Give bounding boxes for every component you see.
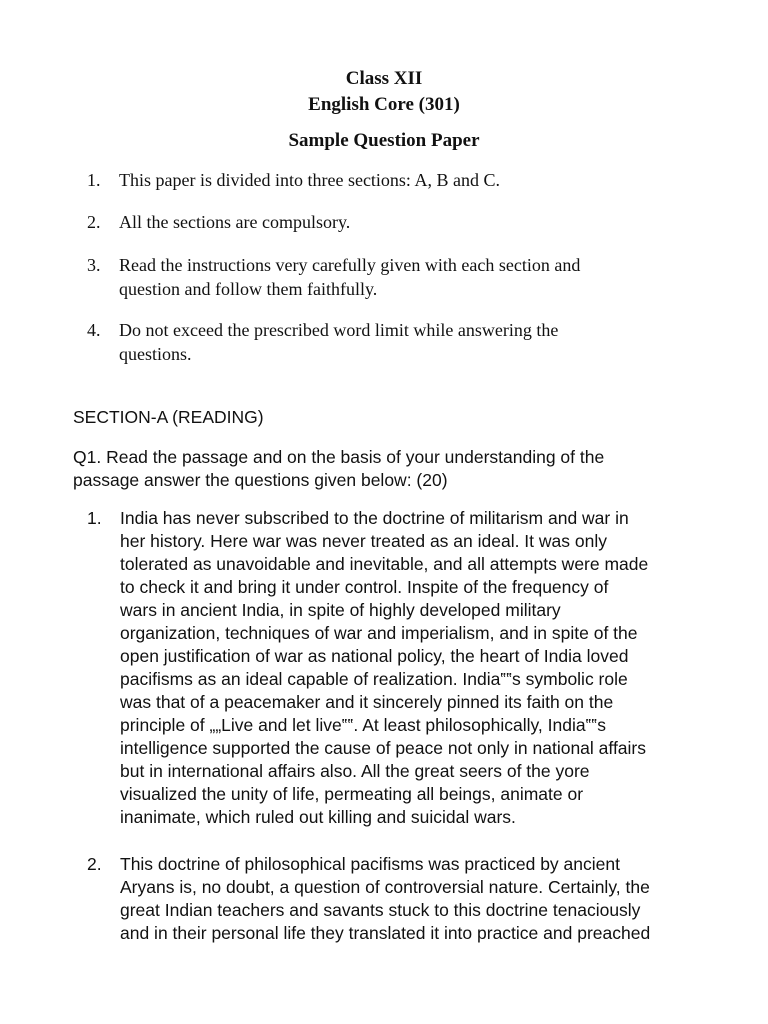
question-line: Q1. Read the passage and on the basis of your understanding of the (73, 447, 605, 467)
passage-line: wars in ancient India, in spite of highly developed military (120, 600, 561, 620)
passage-line: her history. Here war was never treated as an ideal. It was only (120, 531, 607, 551)
instruction-text: question and follow them faithfully. (119, 279, 378, 299)
passage-line: but in international affairs also. All the great seers of the yore (120, 761, 590, 781)
passage-line: tolerated as unavoidable and inevitable, and all attempts were made (120, 554, 649, 574)
passage-line: principle of „„Live and let live‟‟. At least philosophically, India‟‟s (120, 715, 607, 735)
instruction-text: Do not exceed the prescribed word limit while answering the (119, 320, 559, 340)
passage-line: and in their personal life they translated it into practice and preached (120, 923, 651, 943)
paper-title: Sample Question Paper (288, 130, 480, 151)
passage-line: inanimate, which ruled out killing and suicidal wars. (120, 807, 516, 827)
instruction-number: 2. (87, 212, 101, 232)
passage-line: intelligence supported the cause of peace not only in national affairs (120, 738, 647, 758)
passage-line: organization, techniques of war and imperialism, and in spite of the (120, 623, 638, 643)
paragraph-number: 2. (87, 854, 102, 874)
passage-line: to check it and bring it under control. Inspite of the frequency of (120, 577, 609, 597)
instruction-text: Read the instructions very carefully given with each section and (119, 255, 581, 275)
instruction-number: 3. (87, 255, 101, 275)
instruction-text: All the sections are compulsory. (119, 212, 351, 232)
question-line: passage answer the questions given below: (20) (73, 470, 448, 490)
question-prompt (73, 446, 713, 492)
instruction-number: 4. (87, 320, 101, 340)
passage-line: open justification of war as national policy, the heart of India loved (120, 646, 629, 666)
passage-line: Aryans is, no doubt, a question of controversial nature. Certainly, the (120, 877, 650, 897)
passage-line: great Indian teachers and savants stuck to this doctrine tenaciously (120, 900, 641, 920)
instruction-text: questions. (119, 344, 192, 364)
section-heading: SECTION-A (READING) (73, 407, 264, 427)
passage-line: was that of a peacemaker and it sincerely pinned its faith on the (120, 692, 614, 712)
paragraph-number: 1. (87, 508, 102, 528)
passage-line: pacifisms as an ideal capable of realization. India‟‟s symbolic role (120, 669, 628, 689)
class-heading: Class XII (345, 68, 423, 89)
instruction-number: 1. (87, 170, 101, 190)
subject-heading: English Core (301) (308, 94, 460, 115)
passage-line: visualized the unity of life, permeating all beings, animate or (120, 784, 584, 804)
instruction-text: This paper is divided into three sections: A, B and C. (119, 170, 500, 190)
passage-line: India has never subscribed to the doctrine of militarism and war in (120, 508, 629, 528)
passage-line: This doctrine of philosophical pacifisms was practiced by ancient (120, 854, 620, 874)
